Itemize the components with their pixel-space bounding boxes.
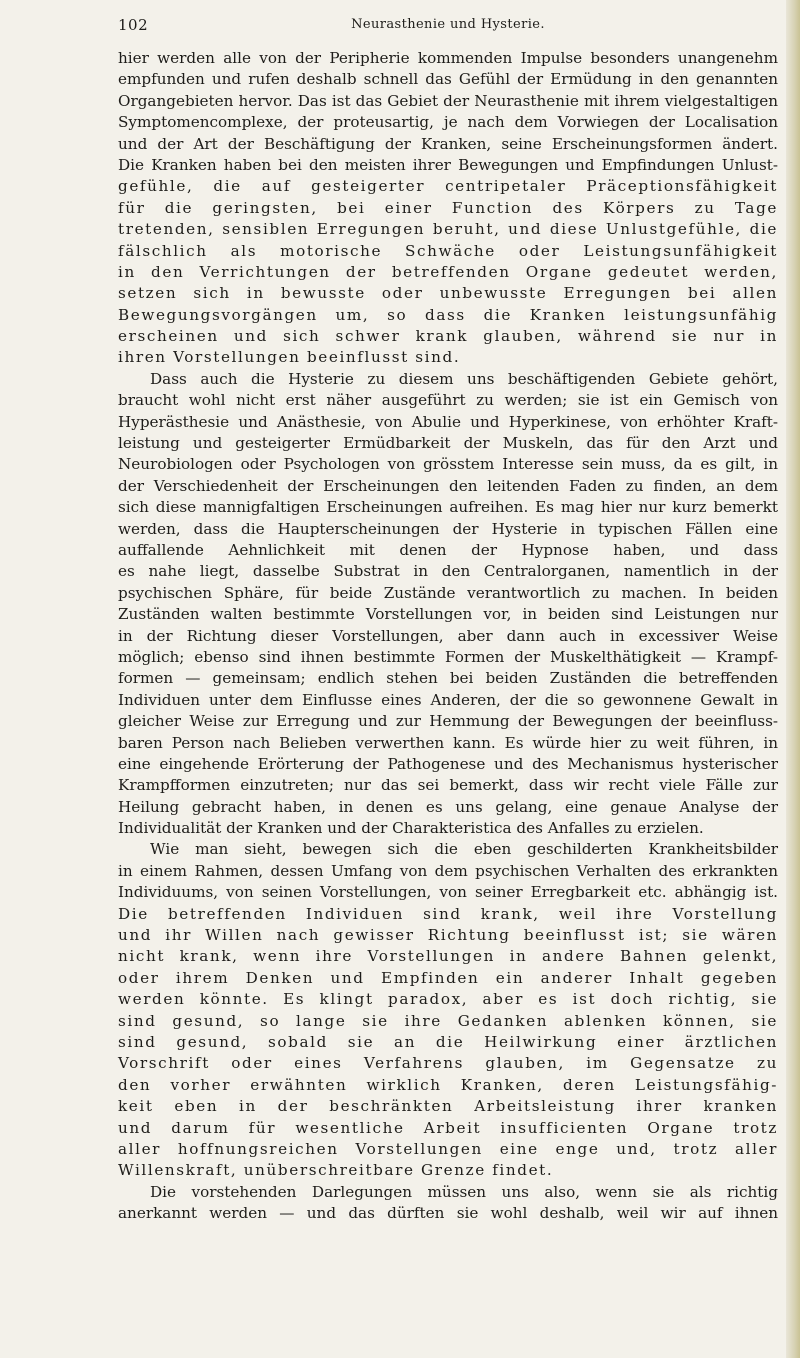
text-line: Neurobiologen oder Psychologen von grösstem Interesse sein muss, da es gilt, in xyxy=(118,455,778,474)
text-line: Bewegungsvorgängen um, so dass die Kranken leistungsunfähig xyxy=(118,305,778,324)
text-line: Zuständen walten bestimmte Vorstellungen vor, in beiden sind Leistungen nur xyxy=(118,605,778,624)
text-line: auffallende Aehnlichkeit mit denen der Hypnose haben, und dass xyxy=(118,540,778,559)
text-line: keit eben in der beschränkten Arbeitsleistung ihrer kranken xyxy=(118,1097,778,1116)
running-title: Neurasthenie und Hysterie. xyxy=(351,17,545,32)
text-line: sich diese mannigfaltigen Erscheinungen aufreihen. Es mag hier nur kurz bemerkt xyxy=(118,498,778,517)
text-line: leistung und gesteigerter Ermüdbarkeit der Muskeln, das für den Arzt und xyxy=(118,434,778,453)
text-line: Symptomencomplexe, der proteusartig, je nach dem Vorwiegen der Localisation xyxy=(118,113,778,132)
text-line: Die Kranken haben bei den meisten ihrer Bewegungen und Empfindungen Unlust- xyxy=(118,155,778,174)
text-line: der Verschiedenheit der Erscheinungen den leitenden Faden zu finden, an dem xyxy=(118,476,778,495)
text-line: braucht wohl nicht erst näher ausgeführt zu werden; sie ist ein Gemisch von xyxy=(118,391,778,410)
text-line: werden könnte. Es klingt paradox, aber es ist doch richtig, sie xyxy=(118,990,778,1009)
text-line: es nahe liegt, dasselbe Substrat in den Centralorganen, namentlich in der xyxy=(118,562,778,581)
text-line: ihren Vorstellungen beeinflusst sind. xyxy=(118,348,461,367)
text-line: in einem Rahmen, dessen Umfang von dem psychischen Verhalten des erkrankten xyxy=(118,861,778,880)
text-line: baren Person nach Belieben verwerthen kann. Es würde hier zu weit führen, in xyxy=(118,733,778,752)
text-line: möglich; ebenso sind ihnen bestimmte Formen der Muskelthätigkeit — Krampf- xyxy=(118,647,778,666)
page-number: 102 xyxy=(118,16,149,34)
text-line: werden, dass die Haupterscheinungen der Hysterie in typischen Fällen eine xyxy=(118,519,778,538)
text-line: Die vorstehenden Darlegungen müssen uns also, wenn sie als richtig xyxy=(150,1182,778,1201)
text-line: und ihr Willen nach gewisser Richtung beeinflusst ist; sie wären xyxy=(118,926,778,945)
text-line: Vorschrift oder eines Verfahrens glauben, im Gegensatze zu xyxy=(118,1054,778,1073)
text-line: eine eingehende Erörterung der Pathogenese und des Mechanismus hysterischer xyxy=(118,754,778,773)
text-line: Willenskraft, unüberschreitbare Grenze findet. xyxy=(118,1161,554,1180)
text-line: fälschlich als motorische Schwäche oder Leistungsunfähigkeit xyxy=(118,241,778,260)
text-line: setzen sich in bewusste oder unbewusste Erregungen bei allen xyxy=(118,284,778,303)
text-line: Heilung gebracht haben, in denen es uns gelang, eine genaue Analyse der xyxy=(118,797,778,816)
text-line: Wie man sieht, bewegen sich die eben geschilderten Krankheitsbilder xyxy=(150,840,778,859)
body-text xyxy=(118,48,778,1224)
text-line: sind gesund, so lange sie ihre Gedanken ablenken können, sie xyxy=(118,1011,778,1030)
text-line: aller hoffnungsreichen Vorstellungen eine enge und, trotz aller xyxy=(118,1139,778,1158)
text-line: gefühle, die auf gesteigerter centripetaler Präceptionsfähigkeit xyxy=(118,177,778,196)
text-line: und der Art der Beschäftigung der Kranken, seine Erscheinungsformen ändert. xyxy=(118,134,778,153)
text-line: Individuums, von seinen Vorstellungen, von seiner Erregbarkeit etc. abhängig ist. xyxy=(118,883,778,902)
text-line: und darum für wesentliche Arbeit insufficienten Organe trotz xyxy=(118,1118,778,1137)
text-line: nicht krank, wenn ihre Vorstellungen in andere Bahnen gelenkt, xyxy=(118,947,778,966)
text-line: anerkannt werden — und das dürften sie wohl deshalb, weil wir auf ihnen xyxy=(118,1204,778,1223)
text-line: tretenden, sensiblen Erregungen beruht, und diese Unlustgefühle, die xyxy=(118,220,778,239)
text-line: erscheinen und sich schwer krank glauben, während sie nur in xyxy=(118,327,778,346)
text-line: hier werden alle von der Peripherie kommenden Impulse besonders unangenehm xyxy=(118,49,778,67)
text-line: sind gesund, sobald sie an die Heilwirkung einer ärztlichen xyxy=(118,1032,778,1051)
text-line: in der Richtung dieser Vorstellungen, aber dann auch in excessiver Weise xyxy=(118,626,778,645)
text-line: gleicher Weise zur Erregung und zur Hemmung der Bewegungen der beeinfluss- xyxy=(118,712,778,731)
text-line: in den Verrichtungen der betreffenden Organe gedeutet werden, xyxy=(118,262,778,281)
text-line: für die geringsten, bei einer Function des Körpers zu Tage xyxy=(118,198,778,217)
text-line: psychischen Sphäre, für beide Zustände verantwortlich zu machen. In beiden xyxy=(118,583,778,602)
page-header xyxy=(118,8,778,38)
text-line: Organgebieten hervor. Das ist das Gebiet der Neurasthenie mit ihrem vielgestaltigen xyxy=(118,91,778,110)
page-edge xyxy=(786,0,800,1358)
text-line: Dass auch die Hysterie zu diesem uns beschäftigenden Gebiete gehört, xyxy=(150,369,778,388)
text-line: Die betreffenden Individuen sind krank, weil ihre Vorstellung xyxy=(118,904,778,923)
text-line: empfunden und rufen deshalb schnell das Gefühl der Ermüdung in den genannten xyxy=(118,70,778,89)
text-line: Individualität der Kranken und der Charakteristica des Anfalles zu erzielen. xyxy=(118,819,704,838)
text-line: den vorher erwähnten wirklich Kranken, deren Leistungsfähig- xyxy=(118,1075,778,1094)
text-line: oder ihrem Denken und Empfinden ein anderer Inhalt gegeben xyxy=(118,968,778,987)
text-line: Hyperästhesie und Anästhesie, von Abulie und Hyperkinese, von erhöhter Kraft- xyxy=(118,412,778,431)
text-line: Krampfformen einzutreten; nur das sei bemerkt, dass wir recht viele Fälle zur xyxy=(118,776,778,795)
text-line: Individuen unter dem Einflusse eines Anderen, der die so gewonnene Gewalt in xyxy=(118,690,778,709)
text-line: formen — gemeinsam; endlich stehen bei beiden Zuständen die betreffenden xyxy=(118,669,778,688)
